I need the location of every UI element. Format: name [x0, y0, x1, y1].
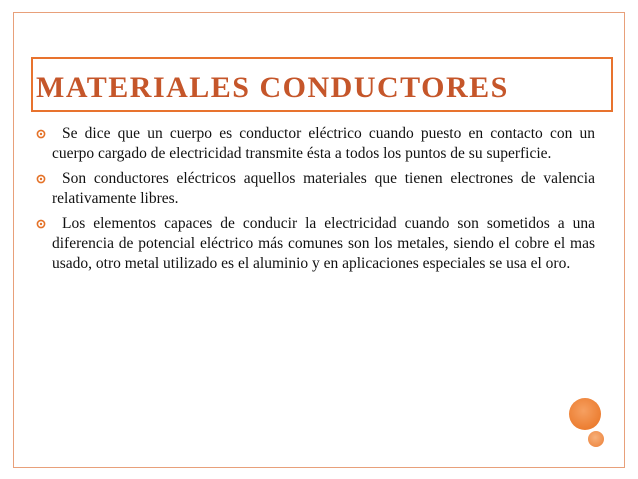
bullet-text: Son conductores eléctricos aquellos materiales que tienen electrones de valencia relativamente libres. [52, 170, 595, 207]
bullet-list [32, 124, 595, 279]
orange-circle-icon [569, 398, 601, 430]
bullet-text: Se dice que un cuerpo es conductor eléctrico cuando puesto en contacto con un cuerpo cargado de electricidad transmite ésta a todos los puntos de su superficie. [52, 125, 595, 162]
ring-bullet-icon [36, 129, 46, 139]
slide-title: MATERIALES CONDUCTORES [36, 71, 509, 104]
bullet-item [32, 214, 595, 274]
ring-bullet-icon [36, 219, 46, 229]
ring-bullet-icon [36, 174, 46, 184]
bullet-item [32, 169, 595, 209]
bullet-text: Los elementos capaces de conducir la electricidad cuando son sometidos a una diferencia de potencial eléctrico más comunes son los metales, siendo el cobre el mas usado, otro metal utilizado es el aluminio y en aplicaciones especiales se usa el oro. [52, 215, 595, 272]
small-orange-circle-icon [588, 431, 604, 447]
bullet-item [32, 124, 595, 164]
title-box-edge [611, 57, 613, 112]
